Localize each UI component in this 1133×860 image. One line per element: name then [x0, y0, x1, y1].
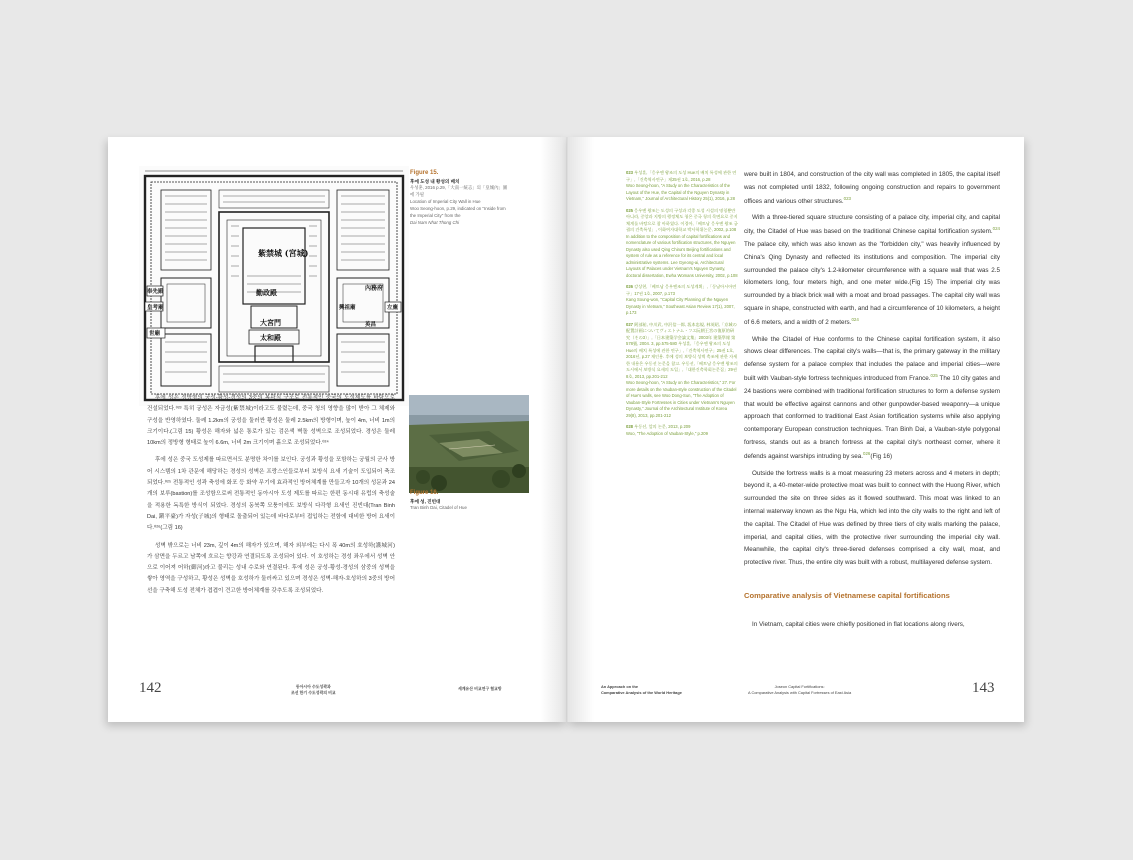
english-paragraph	[744, 212, 1000, 329]
plan-label-huangkhao: 皇考廟	[147, 305, 164, 311]
figure-15-source-en-title: Dai Nam Nhat Thong Chi	[410, 219, 460, 225]
figure-16-label: Figure 16.	[410, 490, 439, 496]
footnote-number: 026	[626, 284, 633, 289]
korean-body-text	[147, 393, 395, 597]
footer-left-line2: 조선 한기 수도성곽의 비교	[291, 689, 336, 695]
footnote-text-en: Woo Seong-hoon, "A Study on the Characteristics," 27. For more details on the Vauban-style construction of the Citadel of Hue's walls, see Woo Dong-Sun, "The Adoption of Vauban-Style Fortresses in Cities under Vietnam's Nguyen Dynasty," Journal of the Architectural Institute of Korea 29(8), 2013, pp.201-212	[626, 380, 737, 418]
footnote-text-kr: 우동선, 앞의 논문, 2013, p.209	[634, 424, 691, 429]
left-page	[108, 137, 567, 722]
figure-15-source-en: Woo Seong-hoon, p.29, indicated on "Inside from the Imperial City" from the	[410, 205, 506, 218]
footnote-ref: 024	[992, 226, 1000, 232]
footnote-number: 027	[626, 321, 633, 327]
english-body-text	[744, 169, 1000, 632]
footnote-ref: 026	[863, 450, 871, 456]
footnote-ref: 025	[930, 373, 938, 378]
paragraph-text: The 10 city gates and 24 bastions were combined with traditional fortification structures to form a defense system that would be effective against cannons and other gunpowder-based weaponry—a unique approach that conformed to traditional East Asian fortification systems while also applying contemporary European construction techniques. Tran Binh Dai, a Vauban-style polygonal fortress, stands out as a branch fortress at the capital city's northeast corner, where it defends against warships intruding by sea.	[744, 375, 1000, 460]
paragraph-text: With a three-tiered square structure consisting of a palace city, imperial city, and capital city, the Citadel of Hue was based on the traditional Chinese capital fortification system.	[744, 214, 1000, 236]
footnote-text-en: Kang Soung-won, "Capital City Planning of the Nguyen Dynasty in Vietnam," Southeast Asian Review 17(1), 2007, p.173	[626, 297, 735, 315]
footer-left-line1: 동아시아 수도성곽과	[295, 684, 331, 689]
plan-label-fengxian: 奉先殿	[147, 289, 164, 295]
footnote-text-en: Woo, "The Adoption of Vauban-Style," p.209	[626, 430, 708, 436]
english-paragraph: In Vietnam, capital cities were chiefly positioned in flat locations along rivers,	[752, 621, 965, 629]
korean-paragraph: 성벽 밖으로는 너비 23m, 깊이 4m의 해자가 있으며, 해자 외부에는 다시 폭 40m의 호성하(護城河)가 삼면을 두르고 남쪽에 흐르는 향강과 연결되도록 조성되어 있다. 이 호성하는 경성 좌우에서 성벽 안으로 이어져 어하(御河)라고 불리는 성내 수로와 연결된다. 후에 성은 궁성-황성-경성의 삼중의 성벽을 쌓아 영역을 구성하고, 황성은 성벽을 호성하가 둘러싸고 있으며 경성은 성벽-해자-호성하의 3중의 방어선을 구축해 도성 전체가 겹겹이 견고한 방어체계를 갖추도록 조성되었다.	[147, 542, 395, 594]
footer-right-series	[748, 684, 851, 696]
footnote-item	[626, 284, 738, 317]
paragraph-text: were built in 1804, and construction of the city wall was completed in 1805, the capital itself was not completed until 1832, following ongoing construction and repairs to government offices and various other structures.	[744, 171, 1000, 205]
footnote-item	[626, 322, 738, 420]
footer-right-line1: An Approach on the	[601, 684, 639, 689]
figure-15-label: Figure 15.	[410, 170, 439, 176]
footnote-text-kr: 우성훈,「응우옌 왕조의 도성 Hue의 배치 특성에 관한 연구」,「건축역사연구」제25권 1호, 2016, p.28	[626, 170, 737, 182]
footnote-item	[626, 170, 738, 203]
page-number-left: 142	[139, 680, 162, 696]
palace-plan-drawing	[139, 166, 409, 406]
right-page	[567, 137, 1024, 722]
aerial-photo-figure	[409, 395, 529, 493]
footnote-text-kr: 阿部祐, 中川武, 中沢信一郎, 坂本忠規, 林英昭,「京城の配置計画についてヴィエトナム・フエ阮朝王宮の復原的研究（その3）」,「日本建築学会論文集」2003年 建築學報 第578號, 2004. 3, pp.575-580 우성훈,「응우옌 왕조의 도성 Hue의 배치 특성에 관한 연구」,「건축역사연구」25권 1호, 2016년, p.27 재인용. 후에 성의 보방식 성벽 축조에 관한 자세한 내용은 우동선 논문을 참고. 우동선,「베트남 응우옌 왕조의 도시에서 보방식 요새의 도입」,「대한건축학회논문집」29권 8호, 2013, pp.201-212	[626, 321, 738, 379]
footnote-item	[626, 424, 738, 437]
plan-label-right-gate: 左廡	[387, 305, 399, 311]
footer-left-title	[291, 684, 336, 696]
footnotes-column	[626, 170, 738, 442]
plan-label-neiwufu: 內務府	[365, 285, 384, 292]
plan-label-taihe: 太和殿	[260, 333, 281, 342]
plan-label-shimiao: 世廟	[149, 331, 161, 337]
plan-label-purple-city: 紫禁城 (宮城)	[258, 248, 309, 258]
figure-15-desc-en: Location of Imperial City Wall in Hue	[410, 199, 481, 205]
figure-16-desc-en: Tran Binh Dai, Citadel of Hue	[410, 505, 467, 511]
korean-paragraph: 후에 성은 정방형의 궁성-황성-경성의 3중의 복곽식 구조로 전통적인 중국의 도성제도를 바탕으로 건설되었다.⁰²³ 특히 궁성은 자금성(紫禁城)이라고도 불렸는데, 중국 청의 영향을 많이 받아 그 체제와 구성을 반영하였다. 둘레 1.2km의 궁성을 둘러싼 황성은 둘레 2.5km의 방형이며, 높이 4m, 너비 1m의 크기이다.(그림 15) 황성은 해자와 넓은 통로가 있는 검은색 벽돌 성벽으로 조성되었다. 경성은 둘레 10km의 정방형 형태로 높이 6.6m, 너비 2m 크기이며 흙으로 조성되었다.⁰²⁴	[147, 395, 395, 447]
plan-label-daigongmen: 大宮門	[260, 318, 281, 327]
figure-16-caption	[410, 489, 510, 512]
paragraph-text: Outside the fortress walls is a moat measuring 23 meters across and 4 meters in depth; beyond it, a 40-meter-wide protective moat was built to connect with the Huong River, which surrounded the site on three sides as it flowed southward. This moat was linked to an internal waterway known as the Ngu Ha, which led into the city walls to the right and left of the capital. The Citadel of Hue was defined by three tiers of city walls marking the palace, imperial, and capital cities, with the protective river surrounding the imperial city wall. Meanwhile, the capital city's three-tiered defenses comprised a city wall, moat, and protective river. Thus, the entire city was built with a robust, multilayered defense system.	[744, 469, 1000, 567]
footer-right-line2: Comparative Analysis of the World Heritage	[601, 689, 682, 695]
figure-15-title-kr: 후에 도성 내 황성의 배치	[410, 179, 460, 185]
aerial-photo	[409, 395, 529, 493]
section-heading: Comparative analysis of Vietnamese capital fortifications	[744, 590, 950, 600]
english-paragraph	[744, 334, 1000, 464]
footnote-text-kr: 응우옌 왕조는 도성의 구성과 각종 도성 시설의 명칭뿐만 아니라, 중앙과 지방의 행정체도 청은 중국 청의 목면요로 중지 체계를 바탕으로 참 아하였다. 이경아,「베트남 응우옌 왕조 궁궐의 건축특성」, 이화여자대학교 박사학위논문, 2002, p.108	[626, 207, 738, 232]
korean-paragraph: 후에 성은 중국 도성제를 따르면서도 분명한 차이를 보인다. 궁성과 황성을 포함하는 궁월의 군사 방어 시스템의 1차 관문에 해당하는 경성의 성벽은 프랑스인들로부터 보방식 요새 기술이 도입되어 축조되었다.⁰²⁵ 전통적인 성곽 축성에 화포 등 화약 무기에 효과적인 방어체계를 만들고자 10개의 성문과 24개의 보루(bastion)를 조성함으로써 전통적인 동아시아 도성 제도를 따르는 한편 동시대 유럽의 축성술을 적용한 독특한 방식이 되었다. 경성의 동북쪽 모퉁이에도 보방식 다각형 요새인 진빈대(Tran Binh Dai, 鎭平臺)가 자성(子城)의 형태로 돌출되어 있는데 바다로부터 접입하는 전함에 대비한 방어 요새이다.⁰²⁶(그림 16)	[147, 457, 395, 532]
english-paragraph	[744, 169, 1000, 208]
plan-label-xingmiao: 興祖廟	[339, 305, 356, 311]
footnote-number: 025	[626, 207, 633, 213]
plan-label-qincheng: 勤政殿	[256, 288, 277, 297]
footnote-number: 028	[626, 424, 633, 429]
figure-15-caption	[410, 169, 510, 226]
footer-left-series: 세계유산 비교연구 협교방	[458, 686, 502, 691]
palace-plan-figure	[139, 166, 409, 406]
figure-16-title-kr: 후에 성, 진빈대	[410, 499, 441, 505]
figure-15-source-kr: 우성훈, 2016 p.29,「大南一統志」의「皇城內」圖에 가필	[410, 185, 508, 198]
footnote-ref: 024	[851, 316, 859, 322]
footnote-text-kr: 강상현,「베트남 응우옌조의 도성계획」,「동남아시아연구」17권 1호, 2007, p.173	[626, 284, 737, 296]
paragraph-text: (Fig 16)	[870, 452, 893, 460]
footnote-item	[626, 208, 738, 280]
footer-right-series-line2: A Comparative Analysis with Capital Fortresses of East Asia	[748, 689, 852, 695]
plan-label-yingchang: 英昌	[365, 322, 377, 328]
page-number-right: 143	[972, 680, 995, 696]
footnote-text-en: In addition to the composition of capital fortifications and nomenclature of various fortification structures, the Nguyen Dynasty also used Qing China's Beijing fortifications and system of rule as a reference for its central and local administrative systems. Lee Gyeong-ai, Architectural Layouts of Palaces under Vietnam's Nguyen Dynasty, doctoral dissertation, Ewha Womans University, 2002, p.108	[626, 233, 738, 278]
footnote-ref: 023	[843, 195, 851, 201]
paragraph-text: The palace city, which was also known as the "forbidden city," was heavily influenced by China's Qing Dynasty and reflected its institutions and composition. The imperial city surrounded the palace city's 1.2-kilometer circumference with a square wall that was 2.5 kilometers long, four meters high, and one meter wide.(Fig 15) The imperial city was surrounded by a black brick wall with a moat and broad passages. The capital city wall was square in shape, constructed with earth, and had a circumference of 10 kilometers, a height of 6.6 meters, and a width of 2 meters.	[744, 241, 1000, 326]
english-paragraph	[744, 468, 1000, 570]
footnote-number: 023	[626, 170, 633, 175]
footer-right-title	[601, 684, 682, 696]
footer-right-series-line1: Joseon Capital Fortifications:	[774, 684, 825, 689]
paragraph-text: While the Citadel of Hue conforms to the Chinese capital fortification system, it also shows clear differences. The capital city's walls—that is, the primary gateway in the military defense system for a palace complex that includes the palace and imperial cities—were built with Vauban-style fortress techniques introduced from France.	[744, 335, 1000, 383]
footnote-text-en: Woo Seong-hoon, "A Study on the Characteristics of the Layout of the Hue, the Capital of the Nguyen Dynasty in Vietnam," Journal of Architectural History 25(1), 2016, p.28	[626, 183, 735, 201]
